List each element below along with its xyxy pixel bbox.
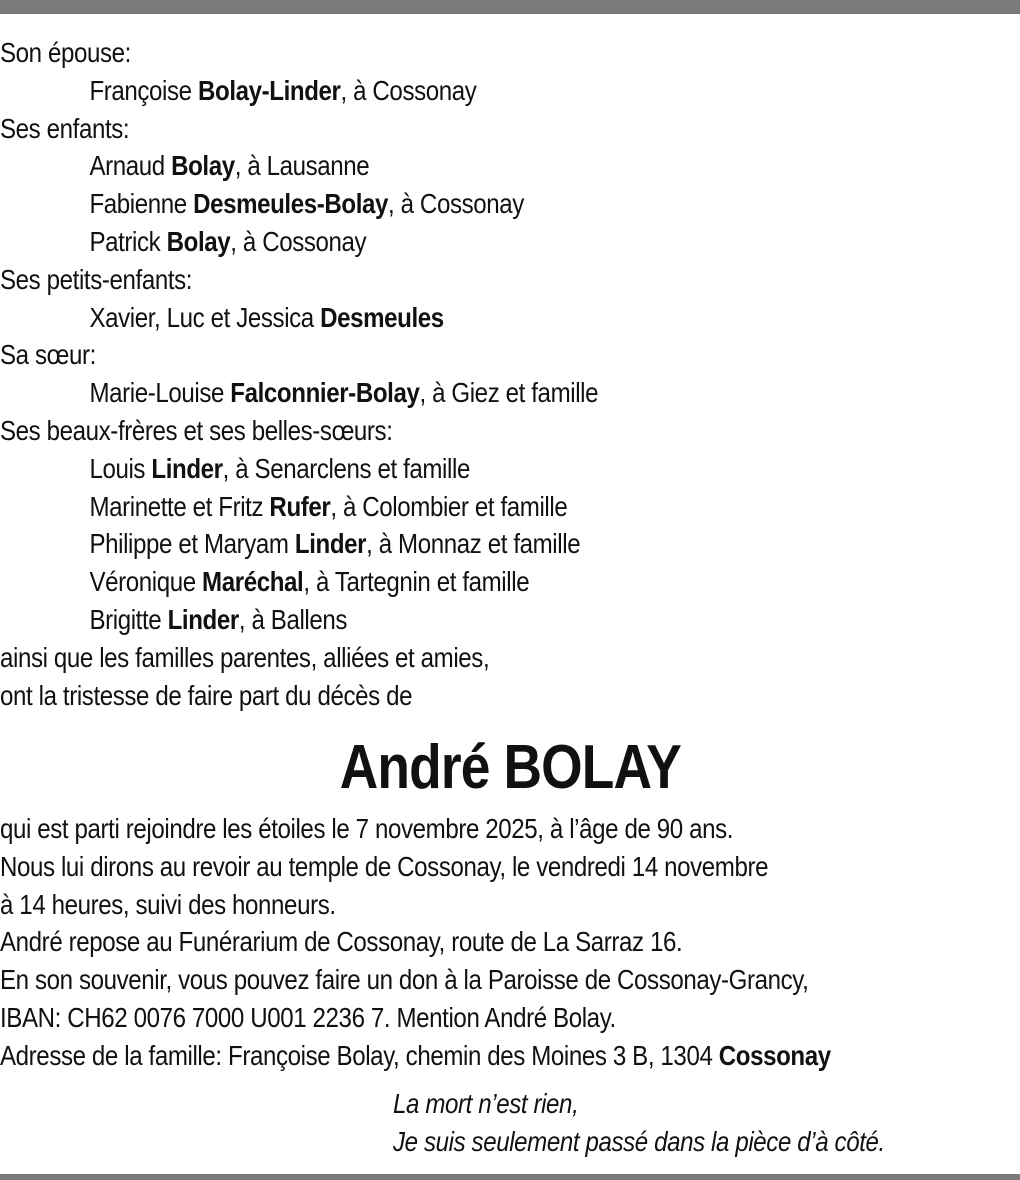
details-line-6: IBAN: CH62 0076 7000 U001 2236 7. Mention André Bolay. [0, 1001, 616, 1033]
spouse-heading: Son épouse: [0, 37, 131, 68]
details-line-5: En son souvenir, vous pouvez faire un don à la Paroisse de Cossonay-Grancy, [0, 964, 809, 996]
closing-quote [393, 1085, 885, 1161]
sister-heading: Sa sœur: [0, 339, 96, 371]
details-line-2: Nous lui dirons au revoir au temple de Cossonay, le vendredi 14 novembre [0, 850, 769, 882]
inlaw-entry: Philippe et Maryam Linder, à Monnaz et famille [89, 528, 581, 560]
closing-line-2: ont la tristesse de faire part du décès de [0, 679, 413, 711]
inlaws-heading: Ses beaux-frères et ses belles-sœurs: [0, 414, 393, 446]
notice-details [0, 810, 1020, 1075]
inlaw-entry: Louis Linder, à Senarclens et famille [89, 452, 470, 484]
bottom-divider [0, 1174, 1020, 1180]
inlaw-entry: Véronique Maréchal, à Tartegnin et famille [89, 566, 530, 598]
child-entry: Arnaud Bolay, à Lausanne [89, 150, 370, 182]
grandchildren-heading: Ses petits-enfants: [0, 263, 193, 295]
deceased-name: André BOLAY [339, 733, 681, 802]
spouse-entry: Françoise Bolay-Linder, à Cossonay [89, 74, 477, 106]
details-line-4: André repose au Funérarium de Cossonay, route de La Sarraz 16. [0, 926, 683, 958]
details-line-1: qui est parti rejoindre les étoiles le 7 novembre 2025, à l’âge de 90 ans. [0, 813, 734, 844]
family-list [0, 34, 1020, 714]
details-line-3: à 14 heures, suivi des honneurs. [0, 888, 336, 920]
quote-line-1: La mort n’est rien, [393, 1088, 579, 1119]
children-heading: Ses enfants: [0, 112, 130, 144]
child-entry: Patrick Bolay, à Cossonay [89, 225, 367, 257]
closing-line-1: ainsi que les familles parentes, alliées et amies, [0, 641, 490, 673]
inlaw-entry: Brigitte Linder, à Ballens [89, 603, 348, 635]
sister-entry: Marie-Louise Falconnier-Bolay, à Giez et famille [89, 377, 599, 409]
grandchildren-entry: Xavier, Luc et Jessica Desmeules [89, 301, 444, 333]
quote-line-2: Je suis seulement passé dans la pièce d’à côté. [393, 1125, 885, 1157]
family-address: Adresse de la famille: Françoise Bolay, chemin des Moines 3 B, 1304 Cossonay [0, 1039, 831, 1071]
top-divider [0, 0, 1020, 14]
inlaw-entry: Marinette et Fritz Rufer, à Colombier et famille [89, 490, 568, 522]
child-entry: Fabienne Desmeules-Bolay, à Cossonay [89, 188, 524, 220]
